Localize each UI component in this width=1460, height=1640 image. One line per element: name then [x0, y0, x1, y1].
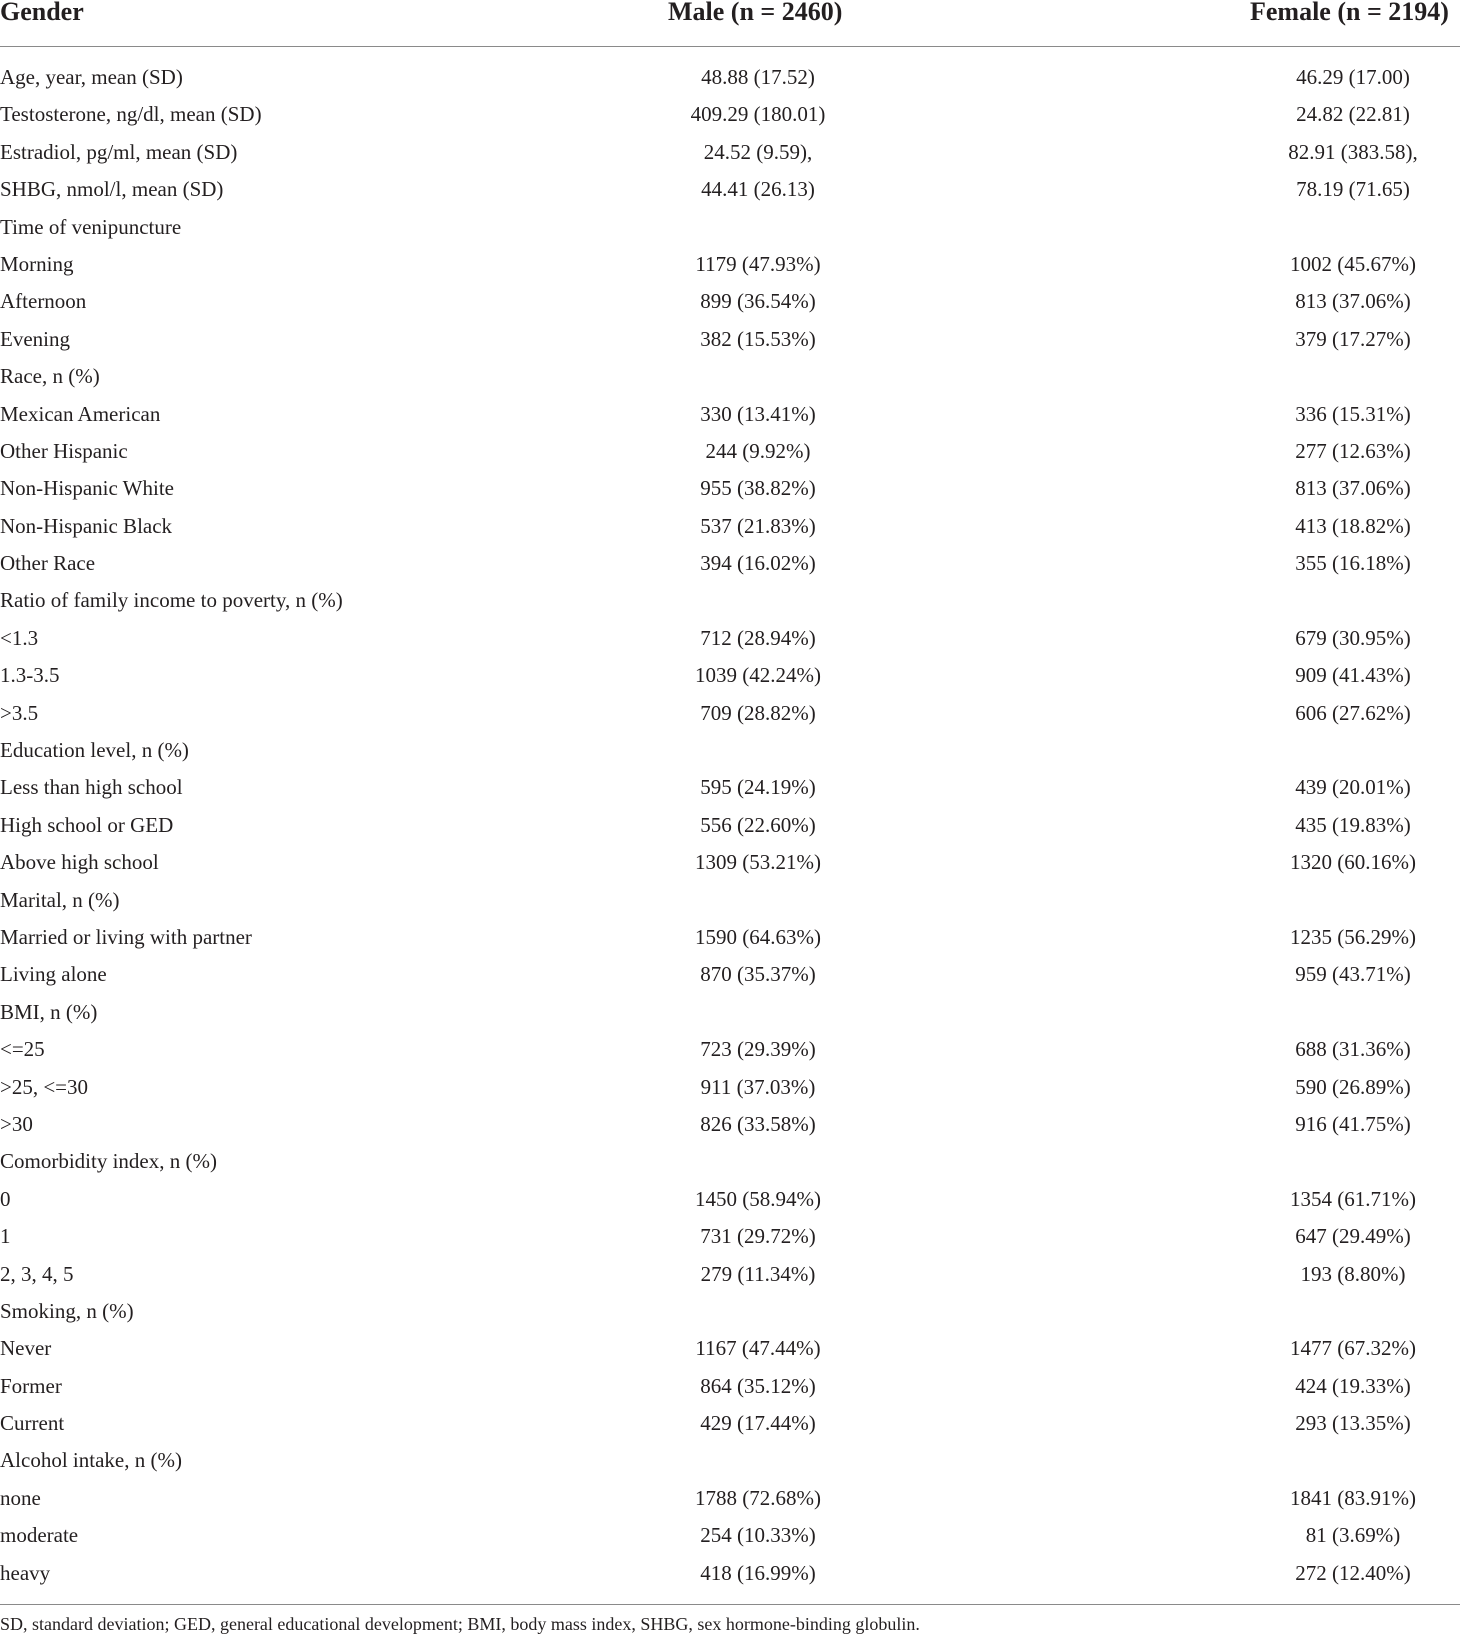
- male-value: 1788 (72.68%): [695, 1485, 821, 1510]
- male-value: 48.88 (17.52): [701, 65, 815, 89]
- row-label: 1: [0, 1224, 11, 1249]
- female-value: 424 (19.33%): [1295, 1373, 1411, 1398]
- row-label: Other Hispanic: [0, 438, 128, 463]
- row-label: Less than high school: [0, 775, 183, 800]
- male-value: 394 (16.02%): [700, 551, 816, 576]
- female-value: 82.91 (383.58),: [1288, 139, 1418, 164]
- female-value: 813 (37.06%): [1295, 476, 1411, 501]
- table-row: [0, 321, 1460, 358]
- row-label: Alcohol intake, n (%): [0, 1448, 182, 1473]
- row-label: Smoking, n (%): [0, 1298, 134, 1323]
- row-label: Above high school: [0, 850, 159, 875]
- table-row: [0, 59, 1460, 96]
- female-value: 379 (17.27%): [1295, 326, 1411, 351]
- table-row: [0, 695, 1460, 732]
- row-label: Never: [0, 1336, 52, 1361]
- female-value: 355 (16.18%): [1295, 551, 1411, 576]
- header-rule: [0, 46, 1460, 47]
- female-value: 909 (41.43%): [1295, 663, 1411, 688]
- female-value: 590 (26.89%): [1295, 1074, 1411, 1099]
- row-label: Afternoon: [0, 289, 87, 314]
- table-row: [0, 807, 1460, 844]
- row-label: >30: [0, 1111, 33, 1136]
- male-value: 870 (35.37%): [700, 962, 816, 987]
- table-row: [0, 657, 1460, 694]
- male-value: 955 (38.82%): [700, 476, 816, 501]
- male-value: 556 (22.60%): [700, 812, 816, 837]
- row-label: Non-Hispanic Black: [0, 513, 173, 538]
- female-value: 81 (3.69%): [1305, 1523, 1401, 1548]
- male-value: 595 (24.19%): [700, 775, 816, 800]
- female-value: 277 (12.63%): [1295, 438, 1411, 463]
- male-value: 864 (35.12%): [700, 1373, 816, 1398]
- table-row: [0, 994, 1460, 1031]
- row-label: 1.3-3.5: [0, 663, 60, 688]
- table-row: [0, 1442, 1460, 1479]
- row-label: BMI, n (%): [0, 999, 98, 1024]
- female-value: 813 (37.06%): [1295, 289, 1411, 314]
- female-value: 435 (19.83%): [1295, 812, 1411, 837]
- table-row: [0, 732, 1460, 769]
- table-row: [0, 246, 1460, 283]
- table-row: [0, 1293, 1460, 1330]
- table-row: [0, 283, 1460, 320]
- header-female: Female (n = 2194): [1250, 0, 1449, 26]
- male-value: 279 (11.34%): [700, 1261, 816, 1286]
- table-row: [0, 919, 1460, 956]
- row-label: 0: [0, 1186, 11, 1211]
- row-label: High school or GED: [0, 812, 174, 837]
- male-value: 244 (9.92%): [705, 438, 811, 463]
- row-label: heavy: [0, 1560, 51, 1585]
- male-value: 731 (29.72%): [700, 1224, 816, 1249]
- row-label: Education level, n (%): [0, 738, 189, 763]
- male-value: 712 (28.94%): [700, 625, 816, 650]
- male-value: 44.41 (26.13): [701, 177, 815, 202]
- table-row: [0, 1368, 1460, 1405]
- row-label: Evening: [0, 326, 70, 351]
- male-value: 409.29 (180.01): [690, 102, 826, 127]
- male-value: 418 (16.99%): [700, 1560, 816, 1585]
- female-value: 78.19 (71.65): [1296, 177, 1410, 202]
- table-row: [0, 545, 1460, 582]
- table-body: [0, 59, 1460, 1592]
- table-row: [0, 882, 1460, 919]
- row-label: <1.3: [0, 625, 39, 650]
- row-label: Current: [0, 1411, 65, 1436]
- row-label: none: [0, 1485, 41, 1510]
- table-row: [0, 769, 1460, 806]
- table-row: [0, 1480, 1460, 1517]
- table-row: [0, 1143, 1460, 1180]
- table-row: [0, 1256, 1460, 1293]
- male-value: 24.52 (9.59),: [703, 139, 813, 164]
- female-value: 647 (29.49%): [1295, 1224, 1411, 1249]
- female-value: 688 (31.36%): [1295, 1037, 1411, 1062]
- table-row: [0, 620, 1460, 657]
- table-row: [0, 134, 1460, 171]
- female-value: 193 (8.80%): [1300, 1261, 1406, 1286]
- table-row: [0, 1218, 1460, 1255]
- female-value: 1841 (83.91%): [1290, 1485, 1416, 1510]
- row-label: Former: [0, 1373, 62, 1398]
- female-value: 606 (27.62%): [1295, 700, 1411, 725]
- female-value: 24.82 (22.81): [1296, 102, 1410, 127]
- female-value: 1320 (60.16%): [1290, 850, 1416, 875]
- male-value: 1167 (47.44%): [695, 1336, 821, 1361]
- row-label: Testosterone, ng/dl, mean (SD): [0, 102, 262, 127]
- row-label: Non-Hispanic White: [0, 476, 174, 501]
- table-row: [0, 1069, 1460, 1106]
- male-value: 709 (28.82%): [700, 700, 816, 725]
- row-label: Living alone: [0, 962, 107, 987]
- row-label: Marital, n (%): [0, 887, 120, 912]
- table-footnote: SD, standard deviation; GED, general educational development; BMI, body mass index, SHBG, sex hormone-binding globulin.: [0, 1614, 920, 1634]
- male-value: 1450 (58.94%): [695, 1186, 821, 1211]
- row-label: Time of venipuncture: [0, 214, 182, 239]
- female-value: 1354 (61.71%): [1290, 1186, 1416, 1211]
- table-row: [0, 1405, 1460, 1442]
- row-label: >3.5: [0, 700, 39, 725]
- row-label: Morning: [0, 251, 74, 276]
- female-value: 1477 (67.32%): [1290, 1336, 1416, 1361]
- table-row: [0, 358, 1460, 395]
- table-row: [0, 508, 1460, 545]
- table-row: [0, 1555, 1460, 1592]
- male-value: 382 (15.53%): [700, 326, 816, 351]
- male-value: 1039 (42.24%): [695, 663, 821, 688]
- male-value: 429 (17.44%): [700, 1411, 816, 1436]
- row-label: >25, <=30: [0, 1074, 89, 1099]
- row-label: Married or living with partner: [0, 924, 252, 949]
- female-value: 959 (43.71%): [1295, 962, 1411, 987]
- female-value: 1002 (45.67%): [1290, 251, 1416, 276]
- female-value: 679 (30.95%): [1295, 625, 1411, 650]
- female-value: 272 (12.40%): [1295, 1560, 1411, 1585]
- female-value: 413 (18.82%): [1295, 513, 1411, 538]
- table-row: [0, 1106, 1460, 1143]
- row-label: moderate: [0, 1523, 79, 1548]
- row-label: Other Race: [0, 551, 96, 576]
- row-label: Age, year, mean (SD): [0, 65, 183, 89]
- male-value: 899 (36.54%): [700, 289, 816, 314]
- female-value: 916 (41.75%): [1295, 1111, 1411, 1136]
- table-row: [0, 96, 1460, 133]
- row-label: Ratio of family income to poverty, n (%): [0, 588, 343, 613]
- table-row: [0, 1031, 1460, 1068]
- table-row: [0, 956, 1460, 993]
- male-value: 1590 (64.63%): [695, 924, 821, 949]
- row-label: Estradiol, pg/ml, mean (SD): [0, 139, 238, 164]
- female-value: 439 (20.01%): [1295, 775, 1411, 800]
- male-value: 254 (10.33%): [700, 1523, 816, 1548]
- female-value: 1235 (56.29%): [1290, 924, 1416, 949]
- table-row: [0, 171, 1460, 208]
- table-row: [0, 844, 1460, 881]
- table-row: [0, 1330, 1460, 1367]
- header-male: Male (n = 2460): [668, 0, 843, 26]
- row-label: <=25: [0, 1037, 45, 1062]
- row-label: Comorbidity index, n (%): [0, 1149, 217, 1174]
- male-value: 537 (21.83%): [700, 513, 816, 538]
- row-label: Race, n (%): [0, 364, 100, 389]
- male-value: 1309 (53.21%): [695, 850, 821, 875]
- male-value: 330 (13.41%): [700, 401, 816, 426]
- row-label: 2, 3, 4, 5: [0, 1261, 74, 1286]
- bottom-rule: [0, 1604, 1460, 1605]
- female-value: 293 (13.35%): [1295, 1411, 1411, 1436]
- row-label: SHBG, nmol/l, mean (SD): [0, 177, 224, 202]
- table-row: [0, 396, 1460, 433]
- male-value: 911 (37.03%): [700, 1074, 816, 1099]
- male-value: 826 (33.58%): [700, 1111, 816, 1136]
- female-value: 336 (15.31%): [1295, 401, 1411, 426]
- male-value: 1179 (47.93%): [695, 251, 821, 276]
- table-row: [0, 1517, 1460, 1554]
- male-value: 723 (29.39%): [700, 1037, 816, 1062]
- female-value: 46.29 (17.00): [1296, 65, 1410, 89]
- table-row: [0, 209, 1460, 246]
- header-gender: Gender: [0, 0, 84, 26]
- row-label: Mexican American: [0, 401, 161, 426]
- table-row: [0, 433, 1460, 470]
- table-row: [0, 1181, 1460, 1218]
- table-row: [0, 470, 1460, 507]
- table-row: [0, 582, 1460, 619]
- table-header: [0, 0, 1460, 46]
